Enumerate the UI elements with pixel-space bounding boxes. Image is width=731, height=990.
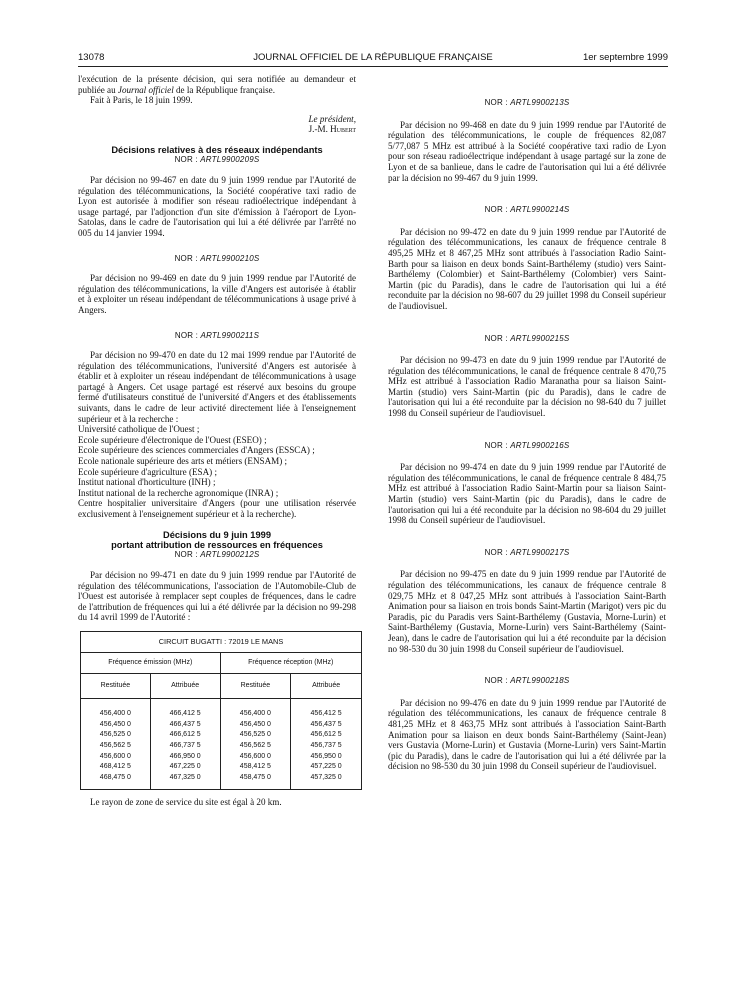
frequency-table <box>80 631 362 790</box>
table-cell: 467,325 0 <box>169 774 201 782</box>
table-cell: 456,450 0 <box>99 720 131 728</box>
signer-title: Le président, <box>308 113 356 124</box>
table-cell: 466,412 5 <box>169 709 201 717</box>
group-header-emission: Fréquence émission (MHz) <box>81 652 221 673</box>
col-header-attribuee: Attribuée <box>291 673 362 698</box>
list-item: Ecole nationale supérieure des arts et métiers (ENSAM) ; <box>78 456 288 467</box>
col-header-attribuee: Attribuée <box>150 673 220 698</box>
list-item: Ecole supérieure des sciences commerciales d'Angers (ESSCA) ; <box>78 445 315 456</box>
list-item: Institut national de la recherche agronomique (INRA) ; <box>78 487 279 498</box>
table-cell: 467,225 0 <box>169 763 201 771</box>
column-reception-attribuee <box>291 698 362 789</box>
place-date: Fait à Paris, le 18 juin 1999. <box>90 95 193 106</box>
issue-date: 1er septembre 1999 <box>582 52 668 63</box>
decision-paragraph: Par décision no 99-472 en date du 9 juin 1999 rendue par l'Autorité de régulation des télécommunications, les canaux de fréquence centrale 8 495,25 MHz et 8 467,25 MHz sont attribués à l'association Radio Saint-Barth pour sa liaison en deux bonds Saint-Barthélemy (studio) vers Saint-Barthélemy (Colombier) et Saint-Barthélemy (Colombier) vers Saint-Martin (pic du Paradis), dans le cadre de l'autorisation qui lui a été reconduite par la décision no 98-607 du 29 juillet 1998 du Conseil supérieur de l'audiovisuel. <box>388 226 666 311</box>
nor-reference: NOR : ARTL9900212S <box>174 550 260 560</box>
table-cell: 456,525 0 <box>239 731 271 739</box>
table-cell: 458,475 0 <box>239 774 271 782</box>
table-cell: 468,412 5 <box>99 763 131 771</box>
decision-paragraph: Par décision no 99-474 en date du 9 juin 1999 rendue par l'Autorité de régulation des télécommunications, le canal de fréquence centrale 8 484,75 MHz est attribué à l'association Radio Saint-Martin pour sa liaison Saint-Martin (studio) vers Saint-Martin (pic du Paradis), dans le cadre de l'autorisation qui lui a été reconduite par la décision no 98-604 du 29 juillet 1998 du Conseil supérieur de l'audiovisuel. <box>388 462 666 526</box>
table-caption: CIRCUIT BUGATTI : 72019 LE MANS <box>81 631 362 652</box>
decision-paragraph: Par décision no 99-469 en date du 9 juin 1999 rendue par l'Autorité de régulation des télécommunications, la ville d'Angers est autorisée à établir et à exploiter un réseau indépendant de télécommunications à usage privé à Angers. <box>78 273 356 315</box>
decision-paragraph: Par décision no 99-475 en date du 9 juin 1999 rendue par l'Autorité de régulation des télécommunications, les canaux de fréquence centrale 8 029,75 MHz et 8 047,25 MHz sont attribués à l'association Saint-Barth Animation pour sa liaison en trois bonds Saint-Martin (Marigot) vers pic du Paradis, pic du Paradis vers Saint-Barthélemy (Gustavia, Morne-Lurin) et Saint-Barthélemy (Gustavia, Morne-Lurin) vers Saint-Barthélemy (Saint-Jean), dans le cadre de l'autorisation qui lui a été reconduite par la décision no 98-530 du 30 juin 1998 du Conseil supérieur de l'audiovisuel. <box>388 569 666 654</box>
table-cell: 458,412 5 <box>239 763 271 771</box>
group-header-reception: Fréquence réception (MHz) <box>220 652 361 673</box>
journal-title: JOURNAL OFFICIEL DE LA RÉPUBLIQUE FRANÇAISE <box>253 52 493 63</box>
nor-reference: NOR : ARTL9900209S <box>174 155 260 165</box>
table-cell: 457,225 0 <box>310 763 342 771</box>
table-cell: 456,950 0 <box>310 752 342 760</box>
decision-paragraph: Par décision no 99-476 en date du 9 juin 1999 rendue par l'Autorité de régulation des télécommunications, les canaux de fréquence centrale 8 481,25 MHz et 8 463,75 MHz sont attribués à l'association Saint-Barth Animation pour sa liaison en deux bonds Saint-Barthélemy (Saint-Jean) vers Gustavia (Morne-Lurin) et Gustavia (Morne-Lurin) vers Saint-Martin (pic du Paradis), dans le cadre de l'autorisation qui lui a été délivrée par la décision no 98-530 du 30 juin 1998 du Conseil supérieur de l'audiovisuel. <box>388 697 666 772</box>
table-cell: 456,450 0 <box>239 720 271 728</box>
list-item: Université catholique de l'Ouest ; <box>78 424 200 435</box>
nor-reference: NOR : ARTL9900215S <box>484 333 570 343</box>
section-title-decisions: Décisions du 9 juin 1999 <box>163 529 271 540</box>
table-cell: 456,600 0 <box>99 752 131 760</box>
nor-reference: NOR : ARTL9900218S <box>484 676 570 686</box>
section-subtitle-frequences: portant attribution de ressources en fréquences <box>111 540 323 550</box>
decision-paragraph: Par décision no 99-473 en date du 9 juin 1999 rendue par l'Autorité de régulation des télécommunications, le canal de fréquence centrale 8 470,75 MHz est attribué à l'association Radio Maranatha pour sa liaison Saint-Martin (studio) vers Saint-Martin (pic du Paradis), dans le cadre de l'autorisation qui lui a été reconduite par la décision no 98-640 du 7 juillet 1998 du Conseil supérieur de l'audiovisuel. <box>388 355 666 419</box>
right-column <box>388 100 666 772</box>
signer-name: J.-M. Hubert <box>308 124 356 135</box>
table-cell: 468,475 0 <box>99 774 131 782</box>
table-cell: 456,737 5 <box>310 742 342 750</box>
nor-reference: NOR : ARTL9900216S <box>484 440 570 450</box>
table-cell: 466,950 0 <box>169 752 201 760</box>
table-cell: 456,562 5 <box>239 742 271 750</box>
left-column <box>78 74 356 807</box>
list-item: Centre hospitalier universitaire d'Angers (pour une utilisation réservée exclusivement à l'enseignement supérieur et à la recherche). <box>78 498 356 519</box>
journal-officiel-ref: Journal officiel <box>117 84 174 95</box>
nor-reference: NOR : ARTL9900211S <box>174 330 260 340</box>
col-header-restituee: Restituée <box>220 673 291 698</box>
table-cell: 456,400 0 <box>239 709 271 717</box>
nor-reference: NOR : ARTL9900217S <box>484 547 570 557</box>
column-reception-restituee <box>220 698 291 789</box>
table-cell: 457,325 0 <box>310 774 342 782</box>
list-item: Ecole supérieure d'agriculture (ESA) ; <box>78 466 217 477</box>
decision-paragraph: Par décision no 99-470 en date du 12 mai 1999 rendue par l'Autorité de régulation des télécommunications, l'université d'Angers est autorisée à établir et à exploiter un réseau indépendant de télécommunications à usage partagé à Angers. Cet usage partagé est réservé aux besoins du groupe fermé d'utilisateurs constitué de l'université d'Angers et des établissements suivants, dans le cadre de leur activité directement liée à l'enseignement supérieur et à la recherche : <box>78 350 356 424</box>
decision-paragraph: Par décision no 99-468 en date du 9 juin 1999 rendue par l'Autorité de régulation des télécommunications, le couple de fréquences 82,087 5/77,087 5 MHz est attribué à la Société coopérative taxi radio de Lyon pour son réseau radioélectrique indépendant à usage partagé sur la zone de Lyon et de sa banlieue, dans le cadre de l'autorisation qui lui a été délivrée par la décision no 99-467 du 9 juin 1999. <box>388 119 666 183</box>
list-item: Institut national d'horticulture (INH) ; <box>78 477 216 488</box>
closing-note: Le rayon de zone de service du site est égal à 20 km. <box>90 796 282 807</box>
decision-paragraph: Par décision no 99-471 en date du 9 juin 1999 rendue par l'Autorité de régulation des télécommunications, l'association de l'Automobile-Club de l'Ouest est autorisée à remplacer sept couples de fréquences, dans le cadre de l'attribution de fréquences qui lui a été délivrée par la décision no 99-298 du 14 avril 1999 de l'Autorité : <box>78 570 356 623</box>
column-emission-restituee <box>81 698 151 789</box>
table-cell: 456,600 0 <box>239 752 271 760</box>
header-rule <box>78 66 668 67</box>
col-header-restituee: Restituée <box>81 673 151 698</box>
table-cell: 456,525 0 <box>99 731 131 739</box>
table-cell: 466,437 5 <box>169 720 201 728</box>
table-cell: 456,437 5 <box>310 720 342 728</box>
decision-paragraph: Par décision no 99-467 en date du 9 juin 1999 rendue par l'Autorité de régulation des télécommunications, la Société coopérative taxi radio de Lyon est autorisée à modifier son réseau radioélectrique indépendant à usage partagé, par l'adjonction d'un site d'émission à l'aéroport de Lyon-Satolas, dans le cadre de l'autorisation qui lui a été délivrée par l'arrêté no 005 du 14 janvier 1994. <box>78 174 356 238</box>
column-emission-attribuee <box>150 698 220 789</box>
nor-reference: NOR : ARTL9900214S <box>484 205 570 215</box>
table-cell: 466,737 5 <box>169 742 201 750</box>
running-header <box>78 52 668 66</box>
list-item: Ecole supérieure d'électronique de l'Ouest (ESEO) ; <box>78 434 267 445</box>
nor-reference: NOR : ARTL9900213S <box>484 98 570 107</box>
institution-list <box>78 424 356 519</box>
table-cell: 466,612 5 <box>169 731 201 739</box>
table-cell: 456,612 5 <box>310 731 342 739</box>
section-title-reseaux: Décisions relatives à des réseaux indépendants <box>111 144 323 155</box>
intro-paragraph: l'exécution de la présente décision, qui sera notifiée au demandeur et publiée au Journal officiel de la République française. <box>78 74 356 95</box>
table-cell: 456,400 0 <box>99 709 131 717</box>
page-number: 13078 <box>78 52 105 63</box>
table-cell: 456,412 5 <box>310 709 342 717</box>
nor-reference: NOR : ARTL9900210S <box>174 253 260 263</box>
table-cell: 456,562 5 <box>99 742 131 750</box>
